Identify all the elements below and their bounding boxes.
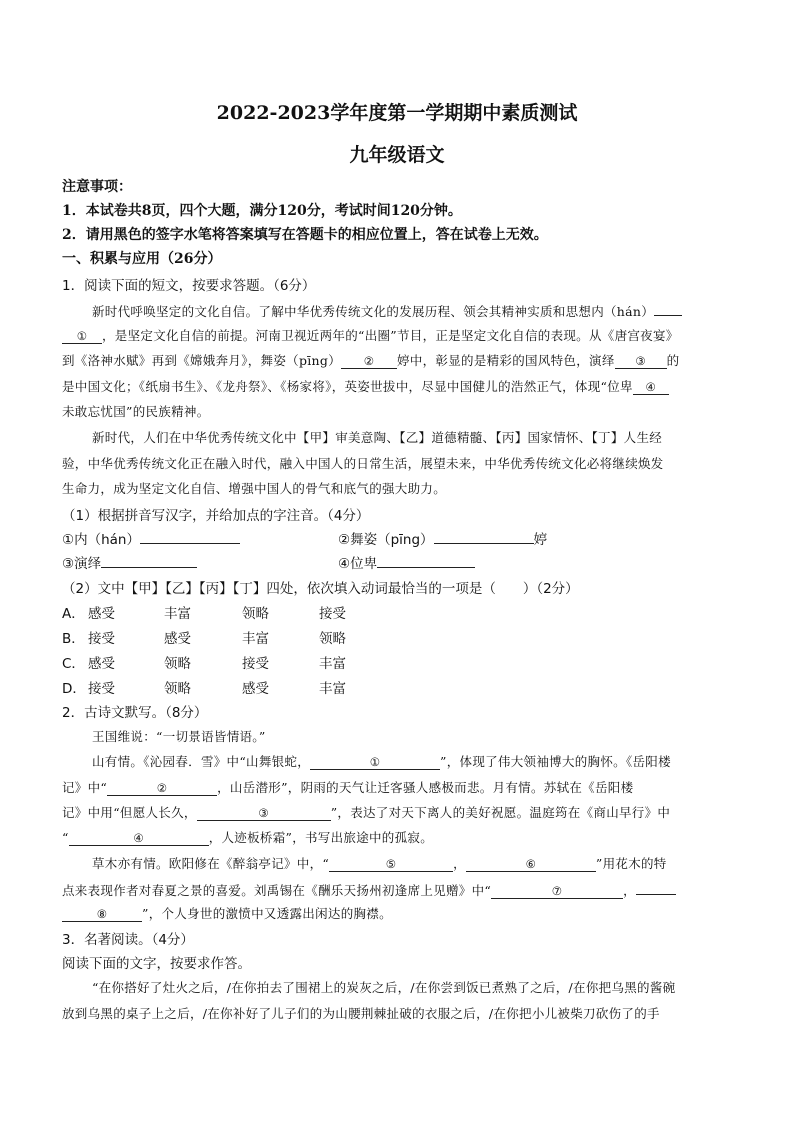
q2-p2-line2: 点来表现作者对春夏之景的喜爱。刘禹锡在《酬乐天扬州初逢席上见赠》中“ ⑦ ，: [62, 879, 676, 899]
blank-1[interactable]: ①: [62, 328, 102, 344]
section-1-heading: 一、积累与应用（26分）: [62, 251, 222, 267]
exam-subtitle: 九年级语文: [349, 144, 445, 166]
q2-quote: 王国维说：“一切景语皆情语。”: [92, 729, 266, 744]
answer-blank-b[interactable]: [434, 528, 534, 544]
answer-blank-d[interactable]: [377, 552, 475, 568]
answer-blank-a[interactable]: [140, 528, 240, 544]
q1-sub1-b: ②舞姿（pīng） 婷: [338, 528, 547, 548]
answer-blank-c[interactable]: [101, 552, 197, 568]
q1-sub1-a: ①内（hán）: [62, 528, 240, 548]
q3-stem: 3．名著阅读。（4分）: [62, 932, 194, 948]
q1-p1-line3: 到《洛神水赋》再到《嫦娥奔月》，舞姿（pīng） ② 婷中，彰显的是精彩的国风特色，演绎 ③ 的: [62, 353, 680, 368]
q1-p2-line2: 验，中华优秀传统文化正在融入时代，融入中国人的日常生活，展望未来，中华优秀传统文化必将继续焕发: [62, 456, 664, 471]
q1-p1-line5: 未敢忘忧国”的民族精神。: [62, 404, 210, 419]
q1-sub2-stem: （2）文中【甲】【乙】【丙】【丁】四处，依次填入动词最恰当的一项是（ ）（2分）: [62, 581, 579, 597]
q2-p2-line1: 草木亦有情。欧阳修在《醉翁亭记》中，“ ⑤ ， ⑥ ”用花木的特: [92, 856, 667, 871]
q1-p1-line2: ① ，是坚定文化自信的前提。河南卫视近两年的“出圈”节目，正是坚定文化自信的表现。从《唐宫夜宴》: [62, 326, 679, 344]
q3-passage-line1: “在你搭好了灶火之后，/在你拍去了围裙上的炭灰之后，/在你尝到饭已煮熟了之后，/在你把乌黑的酱碗: [92, 980, 676, 995]
blank-q2-5[interactable]: ⑤: [329, 856, 453, 872]
blank-line: [654, 300, 682, 316]
q2-p2-line3: ⑧ ”，个人身世的激愤中又透露出闲达的胸襟。: [62, 904, 392, 922]
blank-q2-4[interactable]: ④: [69, 830, 209, 846]
q2-p1-line3: 记》中用“但愿人长久， ③ ”，表达了对天下离人的美好祝愿。温庭筠在《商山早行》中: [62, 805, 671, 820]
q1-sub1-c: ③演绎: [62, 552, 197, 572]
q3-instruction: 阅读下面的文字，按要求作答。: [62, 956, 251, 972]
q1-stem: 1．阅读下面的短文，按要求答题。（6分）: [62, 278, 316, 294]
q1-p1-line4: 是中国文化；《纸扇书生》、《龙舟祭》、《杨家将》，英姿世拔中，尽显中国健儿的浩然正气，体现“位卑 ④: [62, 377, 669, 395]
blank-3[interactable]: ③: [615, 353, 667, 369]
blank-q2-1[interactable]: ①: [310, 754, 440, 770]
blank-q2-3[interactable]: ③: [197, 805, 331, 821]
blank-q2-7[interactable]: ⑦: [491, 883, 623, 899]
q3-passage-line2: 放到乌黑的桌子上之后，/在你补好了儿子们的为山腰荆棘扯破的衣服之后，/在你把小儿被柴刀砍伤了的手: [62, 1006, 660, 1021]
q1-p2-line1: 新时代，人们在中华优秀传统文化中【甲】审美意陶、【乙】道德精髓、【丙】国家情怀、【丁】人生经: [92, 430, 663, 445]
blank-4[interactable]: ④: [633, 379, 669, 395]
notes-item-1: 1．本试卷共8页，四个大题，满分120分，考试时间120分钟。: [62, 203, 462, 219]
q2-p1-line2: 记》中“ ② ，山岳潜形”，阴雨的天气让迁客骚人感极而悲。月有情。苏轼在《岳阳楼: [62, 780, 634, 795]
q1-sub1-stem: （1）根据拼音写汉字，并给加点的字注音。（4分）: [62, 508, 370, 524]
blank-q2-6[interactable]: ⑥: [466, 856, 596, 872]
q1-p1-line1: 新时代呼唤坚定的文化自信。了解中华优秀传统文化的发展历程、领会其精神实质和思想内（hán）: [92, 300, 682, 320]
blank-q2-8-start[interactable]: [636, 879, 676, 895]
blank-q2-2[interactable]: ②: [107, 780, 217, 796]
q2-p1-line1: 山有情。《沁园春．雪》中“山舞银蛇， ① ”，体现了伟大领袖博大的胸怀。《岳阳楼: [92, 754, 671, 769]
q2-stem: 2．古诗文默写。（8分）: [62, 705, 208, 721]
notes-heading: 注意事项：: [62, 179, 132, 195]
exam-title: 2022-2023学年度第一学期期中素质测试: [216, 102, 578, 124]
exam-page: 2022-2023学年度第一学期期中素质测试 九年级语文 注意事项： 1．本试卷共8页，四个大题，满分120分，考试时间120分钟。 2．请用黑色的签字水笔将答案填写在答题卡的相应位置上，答在试卷上无效。 一、积累与应用（26分） 1．阅读下面的短文，按要求答题。（6分） 新时代呼唤坚定的文化自信。了解中华优秀传统文化的发展历程、领会其精神实质和思想内（hán） ① ，是坚定文化自信的前提。河南卫视近两年的“出圈”节目，正是坚定文化自信的表现。从《唐宫夜宴》 到《洛神水赋》再到《嫦娥奔月》，舞姿（pīng） ② 婷中，彰显的是精彩的国风特色，演绎 ③ 的 是中国文化；《纸扇书生》、《龙舟祭》、《杨家将》，英姿世拔中，尽显中国健儿的浩然正气，体现“位卑 ④ 未敢忘忧国”的民族精神。 新时代，人们在中华优秀传统文化中【甲】审美意陶、【乙】道德精髓、【丙】国家情怀、【丁】人生经 验，中华优秀传统文化正在融入时代，融入中国人的日常生活，展望未来，中华优秀传统文化必将继续焕发 生命力，成为坚定文化自信、增强中国人的骨气和底气的强大助力。 （1）根据拼音写汉字，并给加点的字注音。（4分） ①内（hán） ②舞姿（pīng） 婷 ③演绎 ④位卑 （2）文中【甲】【乙】【丙】【丁】四处，依次填入动词最恰当的一项是（ ）（2分） A． 感受 丰富 领略 接受 B． 接受 感受 丰富 领略 C． 感受 领略 接受 丰富 D． 接受 领略 感受 丰富 2．古诗文默写。（8分） 王国维说：“一切景语皆情语。” 山有情。《沁园春．雪》中“山舞银蛇， ① ”，体现了伟大领袖博大的胸怀。《岳阳楼 记》中“ ② ，山岳潜形”，阴雨的天气让迁客骚人感极而悲。月有情。苏轼在《岳阳楼 记》中用“但愿人长久， ③ ”，表达了对天下离人的美好祝愿。温庭筠在《商山早行》中 “ ④ ，人迹板桥霜”，书写出旅途中的孤寂。 草木亦有情。欧阳修在《醉翁亭记》中，“ ⑤ ， ⑥ ”用花木的特 点来表现作者对春夏之景的喜爱。刘禹锡在《酬乐天扬州初逢席上见赠》中“ ⑦ ， ⑧ ”，个人身世的激愤中又透露出闲达的胸襟。 3．名著阅读。（4分） 阅读下面的文字，按要求作答。 “在你搭好了灶火之后，/在你拍去了围裙上的炭灰之后，/在你尝到饭已煮熟了之后，/在你把乌黑的酱碗 放到乌黑的桌子上之后，/在你补好了儿子们的为山腰荆棘扯破的衣服之后，/在你把小儿被柴刀砍伤了的手: [0, 0, 794, 1123]
q1-p2-line3: 生命力，成为坚定文化自信、增强中国人的骨气和底气的强大助力。: [62, 481, 447, 496]
blank-q2-8[interactable]: ⑧: [62, 906, 142, 922]
q1-sub1-d: ④位卑: [338, 552, 475, 572]
notes-item-2: 2．请用黑色的签字水笔将答案填写在答题卡的相应位置上，答在试卷上无效。: [62, 227, 548, 243]
blank-2[interactable]: ②: [341, 353, 397, 369]
q2-p1-line4: “ ④ ，人迹板桥霜”，书写出旅途中的孤寂。: [62, 830, 433, 845]
